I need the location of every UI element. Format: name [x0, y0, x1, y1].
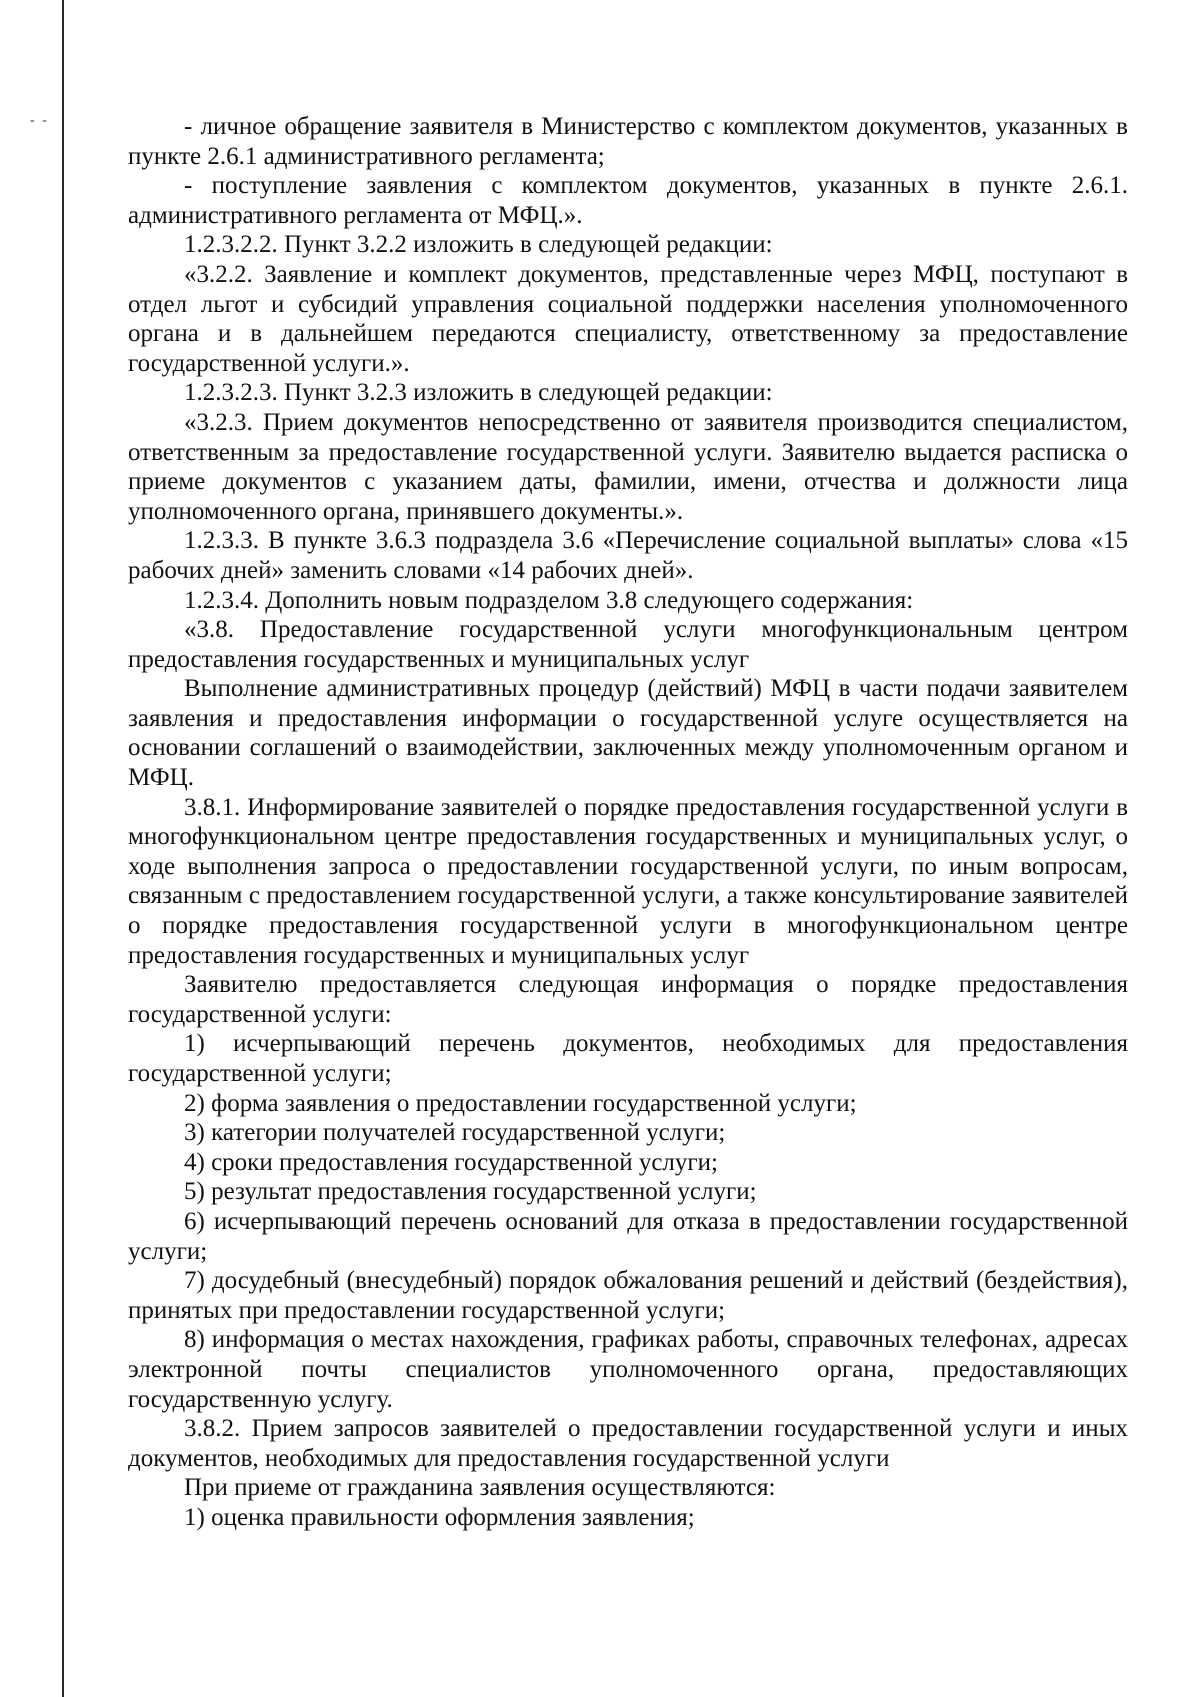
list-item: 6) исчерпывающий перечень оснований для отказа в предоставлении государственной услуги; [128, 1207, 1128, 1265]
paragraph: - личное обращение заявителя в Министерство с комплектом документов, указанных в пункте 2.6.1 административного регламента; [128, 113, 1128, 170]
paragraph: 1.2.3.3. В пункте 3.6.3 подраздела 3.6 «Перечисление социальной выплаты» слова «15 рабочих дней» заменить словами «14 рабочих дней». [128, 527, 1128, 584]
paragraph: «3.2.2. Заявление и комплект документов, представленные через МФЦ, поступают в отдел льгот и субсидий управления социальной поддержки населения уполномоченного органа и в дальнейшем передаются специалисту, ответственному за предоставление государственной услуги.». [128, 260, 1128, 377]
list-item: 5) результат предоставления государственной услуги; [184, 1178, 757, 1206]
paragraph: Выполнение административных процедур (действий) МФЦ в части подачи заявителем заявления и предоставления информации о государственной услуге осуществляется на основании соглашений о взаимодействии, заключенных между уполномоченным органом и МФЦ. [128, 675, 1128, 792]
list-item: 2) форма заявления о предоставлении государственной услуги; [184, 1089, 857, 1117]
paragraph: «3.8. Предоставление государственной услуги многофункциональным центром предоставления государственных и муниципальных услуг [128, 616, 1128, 673]
list-item: 7) досудебный (внесудебный) порядок обжалования решений и действий (бездействия), принятых при предоставлении государственной услуги; [128, 1267, 1128, 1324]
paragraph: Заявителю предоставляется следующая информация о порядке предоставления государственной услуги: [128, 971, 1128, 1028]
paragraph: 1.2.3.2.3. Пункт 3.2.3 изложить в следующей редакции: [184, 379, 773, 407]
page-binding-line [62, 0, 64, 1697]
list-item: 3) категории получателей государственной услуги; [184, 1119, 726, 1147]
list-item: 4) сроки предоставления государственной услуги; [184, 1148, 718, 1176]
paragraph: При приеме от гражданина заявления осуществляются: [184, 1474, 776, 1502]
paragraph: «3.2.3. Прием документов непосредственно от заявителя производится специалистом, ответственным за предоставление государственной услуги. Заявителю выдается расписка о приеме документов с указанием даты, фамилии, имени, отчества и должности лица уполномоченного органа, принявшего документы.». [128, 408, 1128, 525]
list-item: 1) оценка правильности оформления заявления; [184, 1503, 695, 1531]
paragraph: 3.8.1. Информирование заявителей о порядке предоставления государственной услуги в многофункциональном центре предоставления государственных и муниципальных услуг, о ходе выполнения запроса о предоставлении государственной услуги, по иным вопросам, связанным с предоставлением государственной услуги, а также консультирование заявителей о порядке предоставления государственной услуги в многофункциональном центре предоставления государственных и муниципальных услуг [128, 793, 1128, 969]
paragraph: 1.2.3.2.2. Пункт 3.2.2 изложить в следующей редакции: [184, 231, 773, 259]
list-item: 8) информация о местах нахождения, графиках работы, справочных телефонах, адресах электронной почты специалистов уполномоченного органа, предоставляющих государственную услугу. [128, 1326, 1128, 1413]
list-item: 1) исчерпывающий перечень документов, необходимых для предоставления государственной услуги; [128, 1030, 1128, 1087]
document-body [128, 112, 1128, 1533]
margin-mark: - - [30, 113, 49, 128]
paragraph: - поступление заявления с комплектом документов, указанных в пункте 2.6.1. административного регламента от МФЦ.». [128, 172, 1128, 229]
paragraph: 1.2.3.4. Дополнить новым подразделом 3.8 следующего содержания: [184, 586, 914, 614]
paragraph: 3.8.2. Прием запросов заявителей о предоставлении государственной услуги и иных документов, необходимых для предоставления государственной услуги [128, 1415, 1128, 1472]
